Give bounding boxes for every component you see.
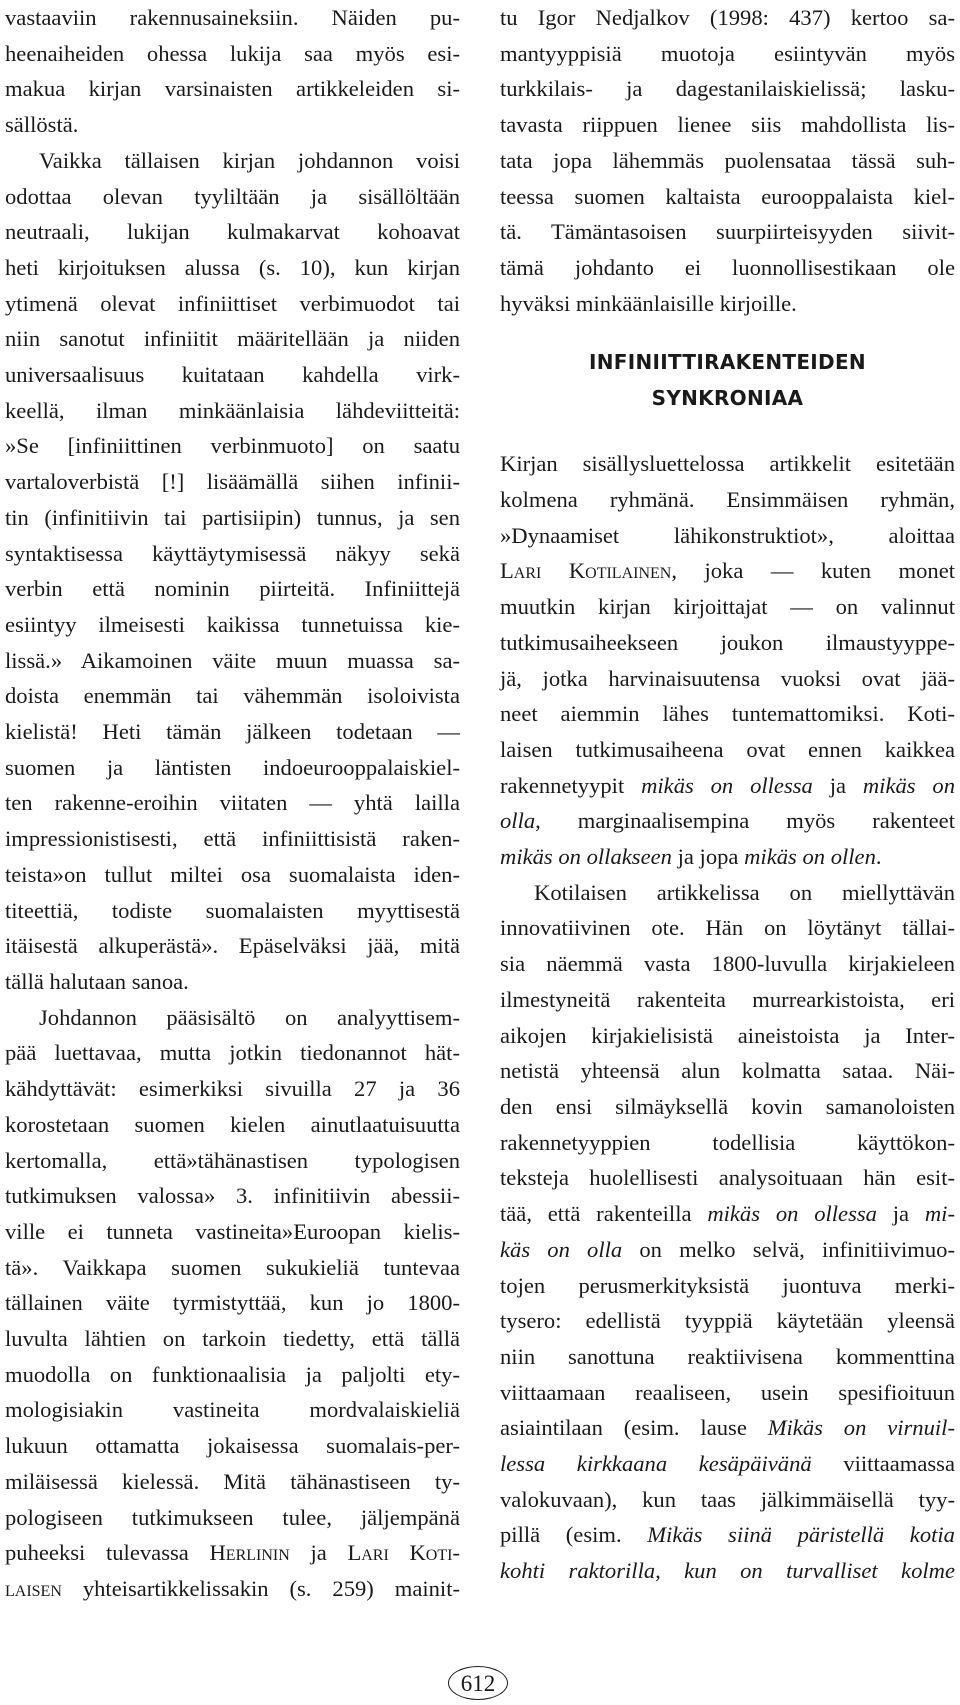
text-run: , joka — kuten monet [671, 558, 955, 584]
text-line: aikojen kirjakielisistä aineistoista ja Inter- [500, 1022, 955, 1048]
text-run: , marginaalisempina myös rakenteet [535, 808, 955, 834]
text-line: Johdannon pääsisältö on analyyttisem- [39, 1004, 460, 1030]
right-column [500, 0, 955, 1589]
text-line: lukuun ottamatta jokaisessa suomalais-per- [5, 1433, 460, 1459]
text-line: pää luettavaa, mutta jotkin tiedonannot hät- [5, 1040, 460, 1066]
text-line: mologisiakin vastineita mordvalaiskieliä [5, 1397, 460, 1423]
text-line [500, 1410, 955, 1446]
text-line: jä, jotka harvinaisuutensa vuoksi ovat jää- [500, 665, 955, 691]
text-line: laisen tutkimusaiheena ovat ennen kaikkea [500, 736, 955, 762]
text-line: tä. Tämäntasoisen suurpiirteisyyden siivit- [500, 219, 955, 245]
text-run: yhteisartikkelissakin (s. 259) mainit- [61, 1575, 460, 1601]
text-line: impressionistisesti, että infiniittisistä raken- [5, 826, 460, 852]
text-line [500, 1517, 955, 1553]
text-line: keellä, ilman minkäänlaisia lähdeviitteitä: [5, 397, 460, 423]
text-run: . [875, 844, 882, 870]
text-line: tutkimuksen valossa» 3. infinitiivin abessii- [5, 1183, 460, 1209]
text-line [500, 1446, 955, 1482]
text-line: ten rakenne-eroihin viitaten — yhtä lailla [5, 790, 460, 816]
text-line: suomen ja läntisten indoeurooppalaiskiel- [5, 754, 460, 780]
text-line: »Se [infiniittinen verbinmuoto] on saatu [5, 433, 460, 459]
text-line [500, 553, 955, 589]
text-line: neet aiemmin lähes tuntemattomiksi. Koti- [500, 701, 955, 727]
section-heading [500, 344, 955, 416]
paragraph-kotilainen-article [500, 875, 955, 1589]
text-run: pillä (esim. [500, 1522, 648, 1548]
text-line: Kirjan sisällysluettelossa artikkelit esitetään [500, 451, 955, 477]
text-run: asiaintilaan (esim. lause [500, 1415, 768, 1441]
paragraph-continued [5, 0, 460, 143]
text-line: heti kirjoituksen alussa (s. 10), kun kirjan [5, 254, 460, 280]
text-line: rakennetyyppien todellisia käyttökon- [500, 1129, 955, 1155]
text-line: Kotilaisen artikkelissa on miellyttävän [534, 879, 955, 905]
text-line: doista enemmän tai vähemmän isoloivista [5, 683, 460, 709]
text-line: verbin että nominin piirteitä. Infiniittejä [5, 576, 460, 602]
text-line: ville ei tunneta vastineita»Euroopan kielis- [5, 1218, 460, 1244]
text-line: »Dynaamiset lähikonstruktiot», aloittaa [500, 522, 955, 548]
example-phrase: kohti raktorilla, kun on turvalliset kolme [500, 1558, 955, 1584]
text-line: pologiseen tutkimukseen tulee, jäljempänä [5, 1504, 460, 1530]
author-name: Lari Koti- [347, 1540, 460, 1566]
text-run: ja jopa [671, 844, 745, 870]
author-name: Herlinin [209, 1540, 290, 1566]
text-line: tämä johdanto ei luonnollisestikaan ole [500, 254, 955, 280]
paragraph-main-content [5, 1000, 460, 1607]
text-run: ja [876, 1201, 925, 1227]
paragraph-contents-overview [500, 446, 955, 874]
text-line: korostetaan suomen kielen ainutlaatuisuutta [5, 1111, 460, 1137]
example-phrase: olla [500, 808, 536, 834]
example-phrase: mikäs on ollessa [641, 772, 813, 798]
text-line: tata jopa lähemmäs puolensataa tässä suh- [500, 147, 955, 173]
text-line [500, 1232, 955, 1268]
example-phrase: lessa kirkkaana kesäpäivänä [500, 1451, 812, 1477]
text-line: miläisessä kielessä. Mitä tähänastiseen ty- [5, 1468, 460, 1494]
text-line: lissä.» Aikamoinen väite muun muassa sa- [5, 647, 460, 673]
left-column [5, 0, 460, 1607]
text-line: mantyyppisiä muotoja esiintyvän myös [500, 40, 955, 66]
text-line [5, 1535, 460, 1571]
text-line: valokuvaan), kun taas jälkimmäisellä tyy- [500, 1486, 955, 1512]
page-number: 612 [448, 1666, 508, 1700]
text-line: teista»on tullut miltei osa suomalaista iden- [5, 861, 460, 887]
text-line: teessa suomen kaltaista eurooppalaista kiel- [500, 183, 955, 209]
text-line: netistä yhteensä alun kolmatta sataa. Näi- [500, 1058, 955, 1084]
text-line [500, 1553, 955, 1589]
text-line: heenaiheiden ohessa lukija saa myös esi- [5, 40, 460, 66]
text-line: ytimenä olevat infiniittiset verbimuodot tai [5, 290, 460, 316]
text-line: tysero: edellistä tyyppiä käytetään yleensä [500, 1308, 955, 1334]
text-line: sällöstä. [5, 112, 79, 138]
text-line: itäisestä alkuperästä». Epäselväksi jää, mitä [5, 933, 460, 959]
text-line [500, 839, 955, 875]
text-run: ja [812, 772, 863, 798]
text-line: odottaa olevan tyyliltään ja sisällöltään [5, 183, 460, 209]
text-line: innovatiivinen ote. Hän on löytänyt tällai- [500, 915, 955, 941]
text-line: esiintyy ilmeisesti kaikissa tunnetuissa kie- [5, 611, 460, 637]
text-run: on melko selvä, infinitiivimuo- [622, 1236, 955, 1262]
text-line: tin (infinitiivin tai partisiipin) tunnus, ja sen [5, 504, 460, 530]
author-name: laisen [5, 1575, 62, 1601]
heading-line: INFINIITTIRAKENTEIDEN [589, 350, 866, 375]
text-line: kielistä! Heti tämän jälkeen todetaan — [5, 719, 460, 745]
example-phrase: mi- [924, 1201, 955, 1227]
text-line: kolmena ryhmänä. Ensimmäisen ryhmän, [500, 487, 955, 513]
text-run: puheeksi tulevassa [5, 1540, 210, 1566]
text-line [500, 803, 955, 839]
text-line: muodolla on funktionaalisia ja paljolti ety- [5, 1361, 460, 1387]
text-line: tä». Vaikkapa suomen sukukieliä tuntevaa [5, 1254, 460, 1280]
author-name: Lari Kotilainen [500, 558, 672, 584]
text-line: sia näemmä vasta 1800-luvulla kirjakieleen [500, 951, 955, 977]
text-line: Vaikka tällaisen kirjan johdannon voisi [39, 147, 460, 173]
example-phrase: käs on olla [500, 1236, 623, 1262]
example-phrase: mikäs on [862, 772, 955, 798]
text-run: ja [289, 1540, 348, 1566]
text-line: luvulta lähtien on tarkoin tiedetty, että tällä [5, 1326, 460, 1352]
text-line: tällainen väite tyrmistyttää, kun jo 1800- [5, 1290, 460, 1316]
paragraph-introduction-critique [5, 143, 460, 1000]
text-line: vastaaviin rakennusaineksiin. Näiden pu- [5, 5, 460, 30]
paragraph-continued [500, 0, 955, 321]
text-line: tällä halutaan sanoa. [5, 968, 189, 994]
text-line: titeettiä, todiste suomalaisten myyttisestä [5, 897, 460, 923]
text-line [500, 768, 955, 804]
text-line: tutkimusaiheekseen joukon ilmaustyyppe- [500, 629, 955, 655]
text-line: tu Igor Nedjalkov (1998: 437) kertoo sa- [500, 5, 955, 30]
text-line: ilmestyneitä rakenteita murrearkistoista, eri [500, 986, 955, 1012]
example-phrase: mikäs on ollen [744, 844, 876, 870]
example-phrase: mikäs on ollessa [707, 1201, 877, 1227]
text-line: muutkin kirjan kirjoittajat — on valinnut [500, 594, 955, 620]
text-run: viittaamassa [811, 1451, 955, 1477]
text-line: syntaktisessa käyttäytymisessä näkyy sekä [5, 540, 460, 566]
text-line: neutraali, lukijan kulmakarvat kohoavat [5, 219, 460, 245]
text-line: universaalisuus kuitataan kahdella virk- [5, 362, 460, 388]
example-phrase: Mikäs on virnuil- [767, 1415, 955, 1441]
text-line: teksteja huolellisesti analysoituaan hän esit- [500, 1165, 955, 1191]
text-run: tää, että rakenteilla [500, 1201, 708, 1227]
text-line: viittaamaan reaaliseen, usein spesifioituun [500, 1379, 955, 1405]
text-line: hyväksi minkäänlaisille kirjoille. [500, 290, 797, 316]
text-line: kertomalla, että»tähänastisen typologisen [5, 1147, 460, 1173]
text-run: rakennetyypit [500, 772, 642, 798]
text-line [5, 1571, 460, 1607]
example-phrase: mikäs on ollakseen [500, 844, 672, 870]
text-line: den ensi silmäyksellä kovin samanoloisten [500, 1093, 955, 1119]
heading-line: SYNKRONIAA [651, 386, 804, 411]
text-line: niin sanottuna reaktiivisena kommenttina [500, 1343, 955, 1369]
text-line: tavasta riippuen lienee siis mahdollista lis- [500, 112, 955, 138]
text-line: tojen perusmerkityksistä juontuva merki- [500, 1272, 955, 1298]
text-line: makua kirjan varsinaisten artikkeleiden si- [5, 76, 460, 102]
example-phrase: Mikäs siinä päristellä kotia [647, 1522, 955, 1548]
text-line [500, 1196, 955, 1232]
text-line: turkkilais- ja dagestanilaiskielissä; lasku- [500, 76, 955, 102]
text-line: niin sanotut infiniitit määritellään ja niiden [5, 326, 460, 352]
text-line: kähdyttävät: esimerkiksi sivuilla 27 ja 36 [5, 1076, 460, 1102]
text-line: vartaloverbistä [!] lisäämällä siihen infinii- [5, 469, 460, 495]
